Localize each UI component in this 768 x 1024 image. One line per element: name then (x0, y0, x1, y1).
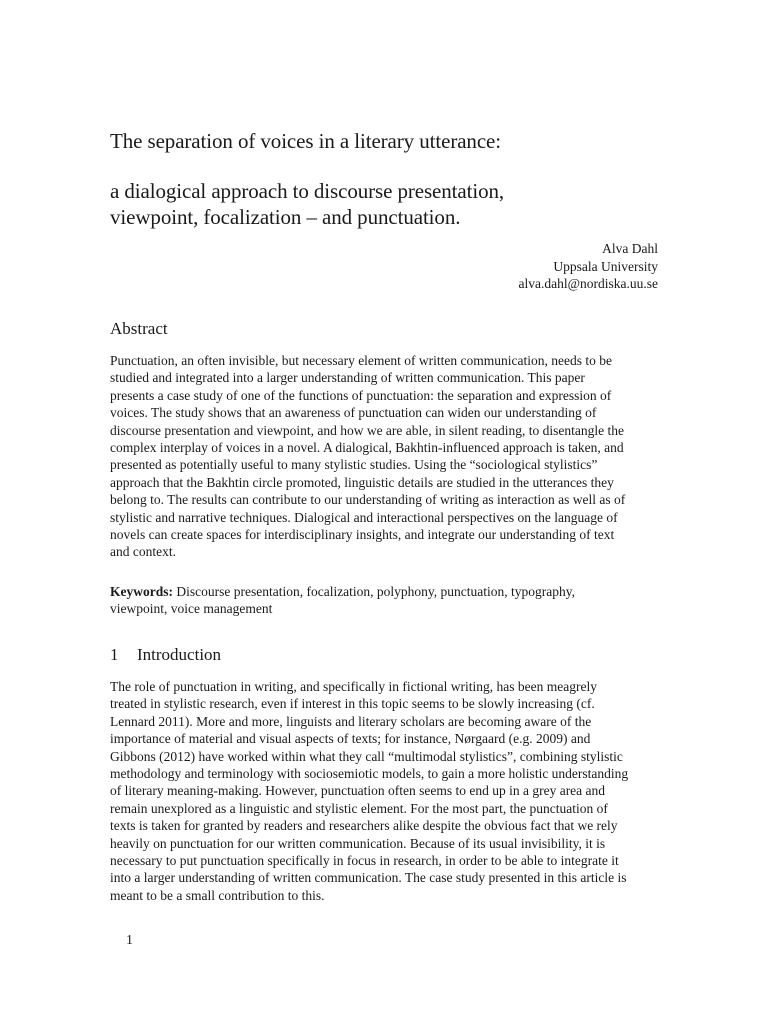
abstract-line: complex interplay of voices in a novel. A dialogical, Bakhtin-influenced approach is taken, and (110, 440, 624, 456)
intro-line: necessary to put punctuation specifically in focus in research, in order to be able to integrate it (110, 853, 619, 869)
intro-line: methodology and terminology with sociosemiotic models, to gain a more holistic understanding (110, 766, 629, 782)
abstract-line: presents a case study of one of the functions of punctuation: the separation and expression of (110, 387, 612, 403)
abstract-line: voices. The study shows that an awareness of punctuation can widen our understanding of (110, 405, 597, 421)
intro-line: The role of punctuation in writing, and specifically in fictional writing, has been meagrely (110, 679, 597, 694)
abstract-line: Punctuation, an often invisible, but necessary element of written communication, needs to be (110, 353, 612, 368)
abstract-line: stylistic and narrative techniques. Dialogical and interactional perspectives on the language of (110, 509, 618, 525)
keywords-paragraph (110, 583, 665, 618)
introduction-heading (110, 644, 221, 666)
intro-line: into a larger understanding of written communication. The case study presented in this article is (110, 870, 627, 886)
intro-line: heavily on punctuation for our written communication. Because of its usual invisibility, it is (110, 835, 606, 851)
page-number: 1 (126, 933, 133, 948)
title-line-2: a dialogical approach to discourse presentation, (110, 179, 505, 203)
author-block (518, 240, 658, 293)
abstract-line: and context. (110, 544, 176, 560)
introduction-paragraph (110, 678, 665, 904)
intro-line: treated in stylistic research, even if interest in this topic seems to be slowly increasing (cf. (110, 696, 595, 712)
title-line-1: The separation of voices in a literary utterance: (110, 129, 502, 153)
intro-line: remain unexplored as a linguistic and stylistic element. For the most part, the punctuation of (110, 800, 608, 816)
abstract-heading: Abstract (110, 319, 168, 338)
abstract-line: approach that the Bakhtin circle promoted, linguistic details are studied in the utterances they (110, 474, 614, 490)
abstract-line: studied and integrated into a larger understanding of written communication. This paper (110, 370, 585, 386)
keywords-line-2: viewpoint, voice management (110, 601, 273, 617)
intro-line: importance of material and visual aspects of texts; for instance, Nørgaard (e.g. 2009) and (110, 731, 591, 747)
intro-line: of literary meaning-making. However, punctuation often seems to end up in a grey area and (110, 783, 606, 799)
author-email: alva.dahl@nordiska.uu.se (518, 276, 658, 291)
abstract-line: presented as potentially useful to many stylistic studies. Using the “sociological stylistics” (110, 457, 598, 473)
title-line-3: viewpoint, focalization – and punctuation. (110, 205, 461, 229)
abstract-line: discourse presentation and viewpoint, and how we are able, in silent reading, to disentangle the (110, 422, 624, 438)
author-name: Alva Dahl (602, 241, 658, 256)
keywords-line-1 (110, 583, 665, 600)
intro-line: Lennard 2011). More and more, linguists and literary scholars are becoming aware of the (110, 713, 592, 729)
intro-line: texts is taken for granted by readers and researchers alike despite the obvious fact that we rely (110, 818, 618, 834)
keywords-label: Keywords: (110, 584, 173, 599)
abstract-paragraph (110, 352, 665, 561)
keywords-text-1: Discourse presentation, focalization, polyphony, punctuation, typography, (173, 584, 576, 599)
section-title: Introduction (137, 645, 222, 664)
author-affiliation: Uppsala University (553, 258, 658, 274)
intro-line: meant to be a small contribution to this. (110, 887, 325, 903)
abstract-line: belong to. The results can contribute to our understanding of writing as interaction as well as of (110, 492, 626, 508)
abstract-line: novels can create spaces for interdisciplinary insights, and integrate our understanding of text (110, 527, 615, 543)
section-number: 1 (110, 645, 119, 664)
intro-line: Gibbons (2012) have worked within what they call “multimodal stylistics”, combining stylistic (110, 748, 623, 764)
